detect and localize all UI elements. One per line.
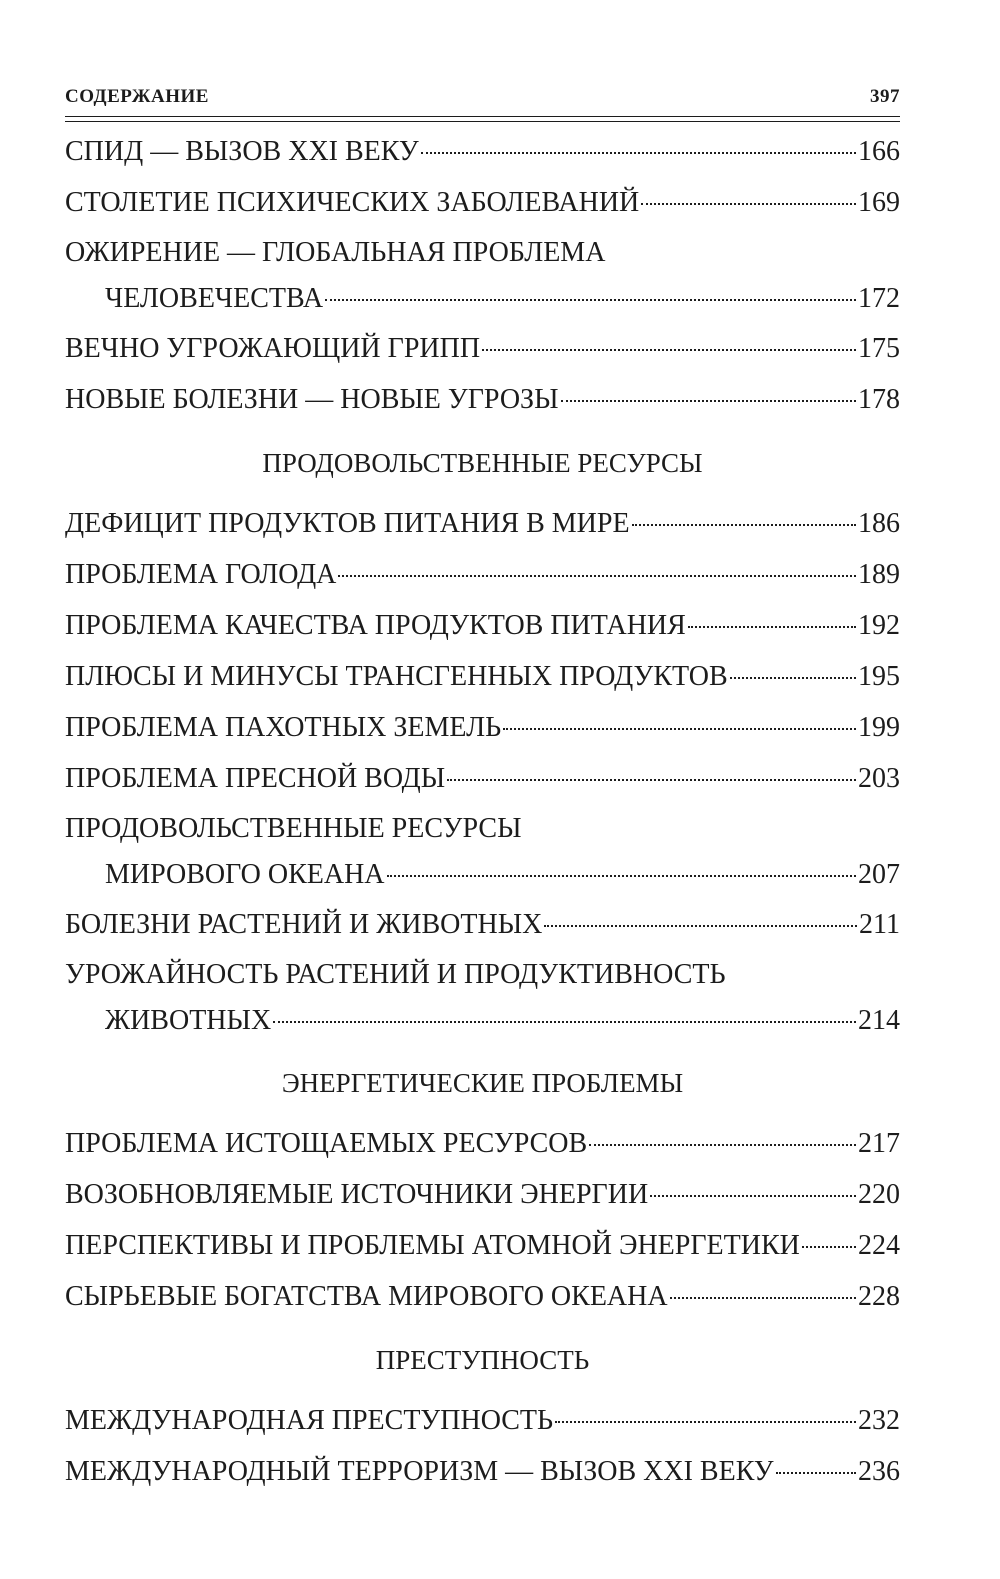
dot-leader	[544, 925, 857, 927]
toc-entry-title: ВОЗОБНОВЛЯЕМЫЕ ИСТОЧНИКИ ЭНЕРГИИ	[65, 1179, 649, 1210]
toc-entry-title: ПРОБЛЕМА КАЧЕСТВА ПРОДУКТОВ ПИТАНИЯ	[65, 610, 686, 641]
toc-entry-title-line: УРОЖАЙНОСТЬ РАСТЕНИЙ И ПРОДУКТИВНОСТЬ	[65, 959, 726, 990]
toc-entry-title-line: ПРОДОВОЛЬСТВЕННЫЕ РЕСУРСЫ	[65, 813, 522, 844]
dot-leader	[421, 152, 856, 154]
toc-entry[interactable]	[65, 704, 900, 752]
toc-section-heading: ПРОДОВОЛЬСТВЕННЫЕ РЕСУРСЫ	[262, 448, 703, 478]
toc-entry-page-number: 175	[858, 333, 900, 364]
toc-entry-page-number: 195	[858, 661, 900, 692]
toc-entry-leader-row	[65, 325, 900, 373]
dot-leader	[688, 626, 856, 628]
toc-entry-title: БОЛЕЗНИ РАСТЕНИЙ И ЖИВОТНЫХ	[65, 909, 543, 940]
toc-entry-leader-row	[65, 1222, 900, 1270]
toc-entry-title: ПЛЮСЫ И МИНУСЫ ТРАНСГЕННЫХ ПРОДУКТОВ	[65, 661, 728, 692]
toc-entry-page-number: 232	[858, 1405, 900, 1436]
dot-leader	[325, 299, 856, 301]
running-header	[65, 86, 900, 108]
toc-entry-page-number: 199	[858, 712, 900, 743]
toc-entry[interactable]	[65, 325, 900, 373]
dot-leader	[387, 875, 856, 877]
toc-entry[interactable]	[65, 500, 900, 548]
toc-entry-leader-row	[65, 1120, 900, 1168]
toc-entry[interactable]	[65, 1222, 900, 1270]
table-of-contents	[65, 128, 900, 1499]
toc-entry-leader-row	[65, 755, 900, 803]
toc-entry-title-line: ОЖИРЕНИЕ — ГЛОБАЛЬНАЯ ПРОБЛЕМА	[65, 237, 606, 268]
toc-entry-page-number: 166	[858, 136, 900, 167]
header-page-number: 397	[870, 86, 900, 107]
toc-entry-leader-row	[65, 998, 900, 1044]
toc-entry-page-number: 169	[858, 187, 900, 218]
toc-entry-leader-row	[65, 276, 900, 322]
toc-entry-page-number: 224	[858, 1230, 900, 1261]
toc-entry[interactable]	[65, 376, 900, 424]
toc-entry-leader-row	[65, 1171, 900, 1219]
toc-entry[interactable]	[65, 901, 900, 949]
toc-entry-leader-row	[65, 128, 900, 176]
dot-leader	[650, 1195, 856, 1197]
dot-leader	[730, 677, 856, 679]
toc-entry-page-number: 207	[858, 859, 900, 890]
toc-entry[interactable]	[65, 1397, 900, 1445]
toc-entry-leader-row	[65, 179, 900, 227]
toc-entry-page-number: 178	[858, 384, 900, 415]
toc-entry[interactable]	[65, 179, 900, 227]
toc-entry-leader-row	[65, 602, 900, 650]
toc-entry-title: ПЕРСПЕКТИВЫ И ПРОБЛЕМЫ АТОМНОЙ ЭНЕРГЕТИКИ	[65, 1230, 800, 1261]
toc-entry-page-number: 217	[858, 1128, 900, 1159]
toc-entry-title: ДЕФИЦИТ ПРОДУКТОВ ПИТАНИЯ В МИРЕ	[65, 508, 630, 539]
header-rule-bottom	[65, 121, 900, 122]
toc-entry[interactable]	[65, 755, 900, 803]
toc-entry-leader-row	[65, 376, 900, 424]
header-title: СОДЕРЖАНИЕ	[65, 86, 209, 107]
dot-leader	[776, 1472, 856, 1474]
toc-entry-title: СПИД — ВЫЗОВ XXI ВЕКУ	[65, 136, 419, 167]
toc-entry-page-number: 186	[858, 508, 900, 539]
toc-entry-title: НОВЫЕ БОЛЕЗНИ — НОВЫЕ УГРОЗЫ	[65, 384, 559, 415]
toc-entry-title: ЧЕЛОВЕЧЕСТВА	[105, 283, 324, 314]
toc-entry-page-number: 192	[858, 610, 900, 641]
toc-entry-page-number: 203	[858, 763, 900, 794]
toc-entry-title: ПРОБЛЕМА ПРЕСНОЙ ВОДЫ	[65, 763, 446, 794]
header-rule-top	[65, 116, 900, 117]
toc-entry[interactable]	[65, 1448, 900, 1496]
toc-entry-title: ВЕЧНО УГРОЖАЮЩИЙ ГРИПП	[65, 333, 481, 364]
dot-leader	[802, 1246, 856, 1248]
dot-leader	[447, 779, 856, 781]
toc-entry[interactable]	[65, 806, 900, 898]
toc-entry[interactable]	[65, 128, 900, 176]
toc-entry-leader-row	[65, 704, 900, 752]
dot-leader	[670, 1297, 856, 1299]
dot-leader	[482, 349, 856, 351]
toc-entry[interactable]	[65, 653, 900, 701]
toc-entry-leader-row	[65, 1448, 900, 1496]
toc-entry-leader-row	[65, 901, 900, 949]
toc-entry-title: МЕЖДУНАРОДНАЯ ПРЕСТУПНОСТЬ	[65, 1405, 554, 1436]
dot-leader	[273, 1021, 856, 1023]
toc-entry[interactable]	[65, 1171, 900, 1219]
dot-leader	[561, 400, 857, 402]
dot-leader	[338, 575, 856, 577]
toc-entry-leader-row	[65, 653, 900, 701]
toc-entry-leader-row	[65, 1273, 900, 1321]
dot-leader	[555, 1421, 856, 1423]
toc-entry-title: СТОЛЕТИЕ ПСИХИЧЕСКИХ ЗАБОЛЕВАНИЙ	[65, 187, 640, 218]
dot-leader	[503, 728, 856, 730]
dot-leader	[641, 203, 856, 205]
toc-entry-title: ПРОБЛЕМА ИСТОЩАЕМЫХ РЕСУРСОВ	[65, 1128, 588, 1159]
toc-entry-title: ПРОБЛЕМА ГОЛОДА	[65, 559, 337, 590]
toc-entry-page-number: 214	[858, 1005, 900, 1036]
toc-entry-title: ПРОБЛЕМА ПАХОТНЫХ ЗЕМЕЛЬ	[65, 712, 502, 743]
toc-entry[interactable]	[65, 1273, 900, 1321]
toc-entry[interactable]	[65, 230, 900, 322]
toc-entry-page-number: 172	[858, 283, 900, 314]
toc-entry[interactable]	[65, 551, 900, 599]
toc-entry-page-number: 211	[859, 909, 900, 940]
toc-entry-leader-row	[65, 852, 900, 898]
toc-section-heading: ПРЕСТУПНОСТЬ	[375, 1345, 590, 1375]
toc-entry-leader-row	[65, 500, 900, 548]
toc-entry[interactable]	[65, 1120, 900, 1168]
dot-leader	[632, 524, 856, 526]
dot-leader	[589, 1144, 856, 1146]
toc-section-heading: ЭНЕРГЕТИЧЕСКИЕ ПРОБЛЕМЫ	[281, 1068, 684, 1098]
toc-entry-title: МИРОВОГО ОКЕАНА	[105, 859, 385, 890]
toc-entry-page-number: 236	[858, 1456, 900, 1487]
toc-entry-title: МЕЖДУНАРОДНЫЙ ТЕРРОРИЗМ — ВЫЗОВ XXI ВЕКУ	[65, 1456, 774, 1487]
toc-entry-leader-row	[65, 1397, 900, 1445]
toc-entry-page-number: 228	[858, 1281, 900, 1312]
toc-entry-leader-row	[65, 551, 900, 599]
toc-entry-page-number: 220	[858, 1179, 900, 1210]
toc-entry[interactable]	[65, 952, 900, 1044]
toc-entry[interactable]	[65, 602, 900, 650]
toc-entry-title: ЖИВОТНЫХ	[105, 1005, 272, 1036]
toc-entry-page-number: 189	[858, 559, 900, 590]
toc-entry-title: СЫРЬЕВЫЕ БОГАТСТВА МИРОВОГО ОКЕАНА	[65, 1281, 668, 1312]
